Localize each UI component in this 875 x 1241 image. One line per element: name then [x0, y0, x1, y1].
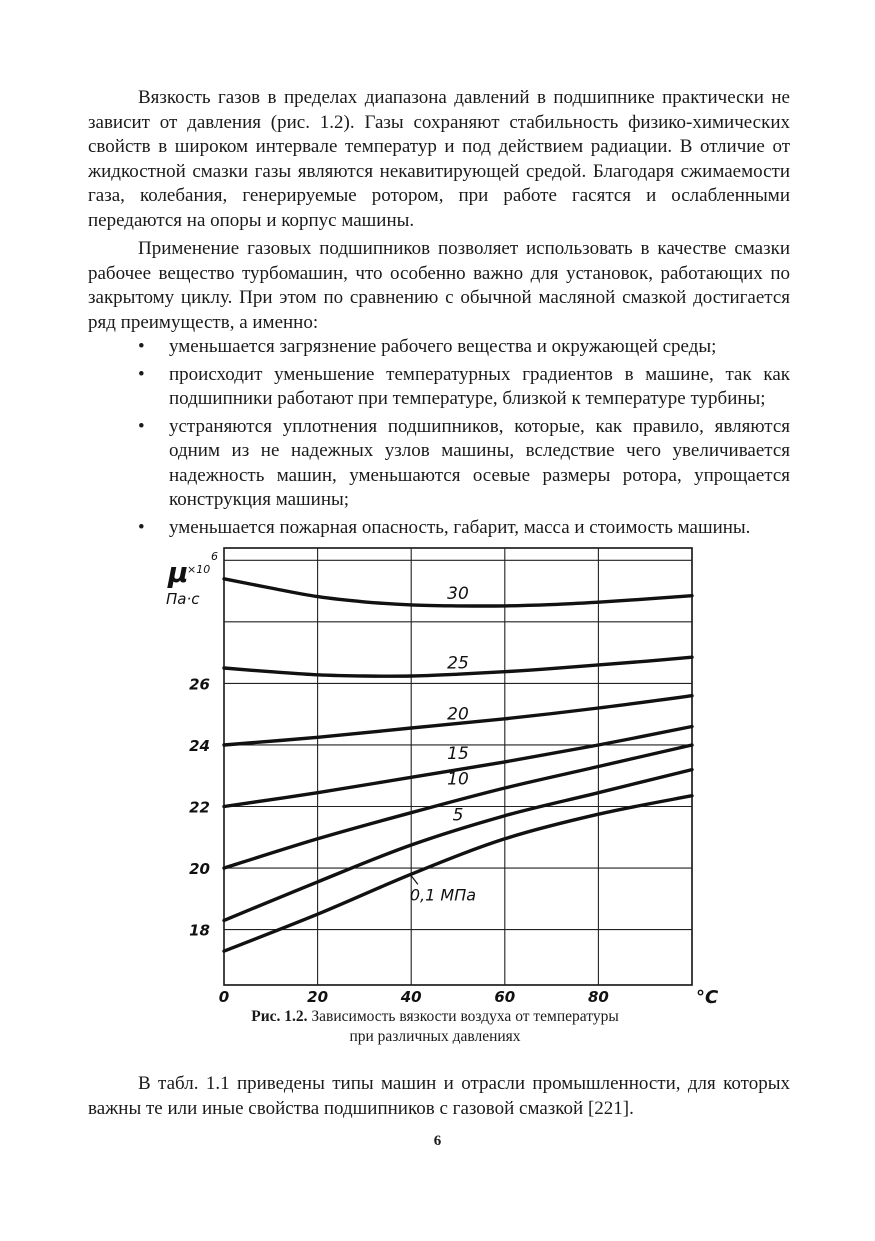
caption-label: Рис. 1.2.: [251, 1008, 308, 1025]
y-tick-label: 22: [189, 798, 210, 817]
bullet-marker: •: [138, 336, 145, 357]
curve-label: 10: [447, 769, 469, 790]
x-axis-label: °С: [696, 987, 719, 1006]
body-text: [88, 86, 790, 543]
page-number: 6: [433, 1133, 442, 1149]
plot-frame: [224, 548, 692, 985]
y-axis-units: Па·с: [166, 590, 200, 608]
body-text-bottom: [88, 1072, 790, 1121]
x-tick-label: 80: [587, 988, 609, 1006]
list-item-text: устраняются уплотнения подшипников, которые, как правило, являются одним из не надежных узлов машины, вследствие чего увеличивается надежность машин, уменьшаются осевые размеры ротора, упрощается конструкция машины;: [169, 415, 790, 510]
list-item-text: уменьшается пожарная опасность, габарит, масса и стоимость машины.: [169, 516, 751, 538]
chart-labels: [166, 550, 719, 1006]
paragraph-3: В табл. 1.1 приведены типы машин и отрасли промышленности, для которых важны те или иные свойства подшипников с газовой смазкой [221].: [88, 1073, 790, 1119]
list-item: [88, 335, 790, 360]
bullet-marker: •: [138, 516, 145, 538]
curve-label: 20: [447, 704, 469, 725]
y-axis-symbol: μ: [168, 556, 189, 589]
y-tick-label: 18: [189, 921, 210, 940]
viscosity-chart: [160, 544, 720, 1006]
x-tick-label: 0: [218, 988, 230, 1006]
list-item-text: уменьшается загрязнение рабочего вещества и окружающей среды;: [169, 336, 717, 357]
x-tick-label: 40: [400, 988, 422, 1006]
curve-label: 15: [447, 743, 469, 764]
paragraph-2: Применение газовых подшипников позволяет использовать в качестве смазки рабочее вещество турбомашин, что особенно важно для установок, работающих по закрытому циклу. При этом по сравнению с обычной масляной смазкой достигается ряд преимуществ, а именно:: [88, 238, 790, 333]
curve-label: 0,1 МПа: [409, 885, 477, 905]
bullet-marker: •: [138, 415, 145, 437]
y-tick-label: 26: [189, 675, 210, 694]
y-tick-label: 20: [189, 860, 210, 879]
y-tick-label: 24: [189, 736, 210, 755]
curve-label: 25: [447, 653, 469, 674]
paragraph-1: Вязкость газов в пределах диапазона давлений в подшипнике практически не зависит от давления (рис. 1.2). Газы сохраняют стабильность физико-химических свойств в широком интервале температур и под действием радиации. В отличие от жидкостной смазки газы являются некавитирующей средой. Благодаря сжимаемости газа, колебания, генерируемые ротором, при работе гасятся и ослабленными передаются на опоры и корпус машины.: [88, 87, 790, 231]
y-axis-exponent: 6: [211, 550, 218, 563]
figure-caption: [175, 1007, 695, 1047]
x-tick-label: 20: [307, 988, 329, 1006]
curve-label: 30: [447, 583, 469, 604]
list-item: [88, 415, 790, 513]
list-item: [88, 516, 790, 541]
list-item: [88, 363, 790, 412]
bullet-marker: •: [138, 363, 145, 385]
x-tick-label: 60: [494, 988, 516, 1006]
advantages-list: [88, 335, 790, 540]
list-item-text: происходит уменьшение температурных градиентов в машине, так как подшипники работают при температуре, близкой к температуре турбины;: [169, 363, 790, 409]
curve-label-leader: [411, 876, 418, 885]
caption-line-2: при различных давлениях: [349, 1028, 521, 1045]
y-axis-multiplier: ×10: [187, 563, 211, 576]
chart-grid: [224, 548, 692, 985]
caption-line-1: Зависимость вязкости воздуха от температуры: [311, 1008, 619, 1025]
curve-label: 5: [452, 805, 464, 826]
